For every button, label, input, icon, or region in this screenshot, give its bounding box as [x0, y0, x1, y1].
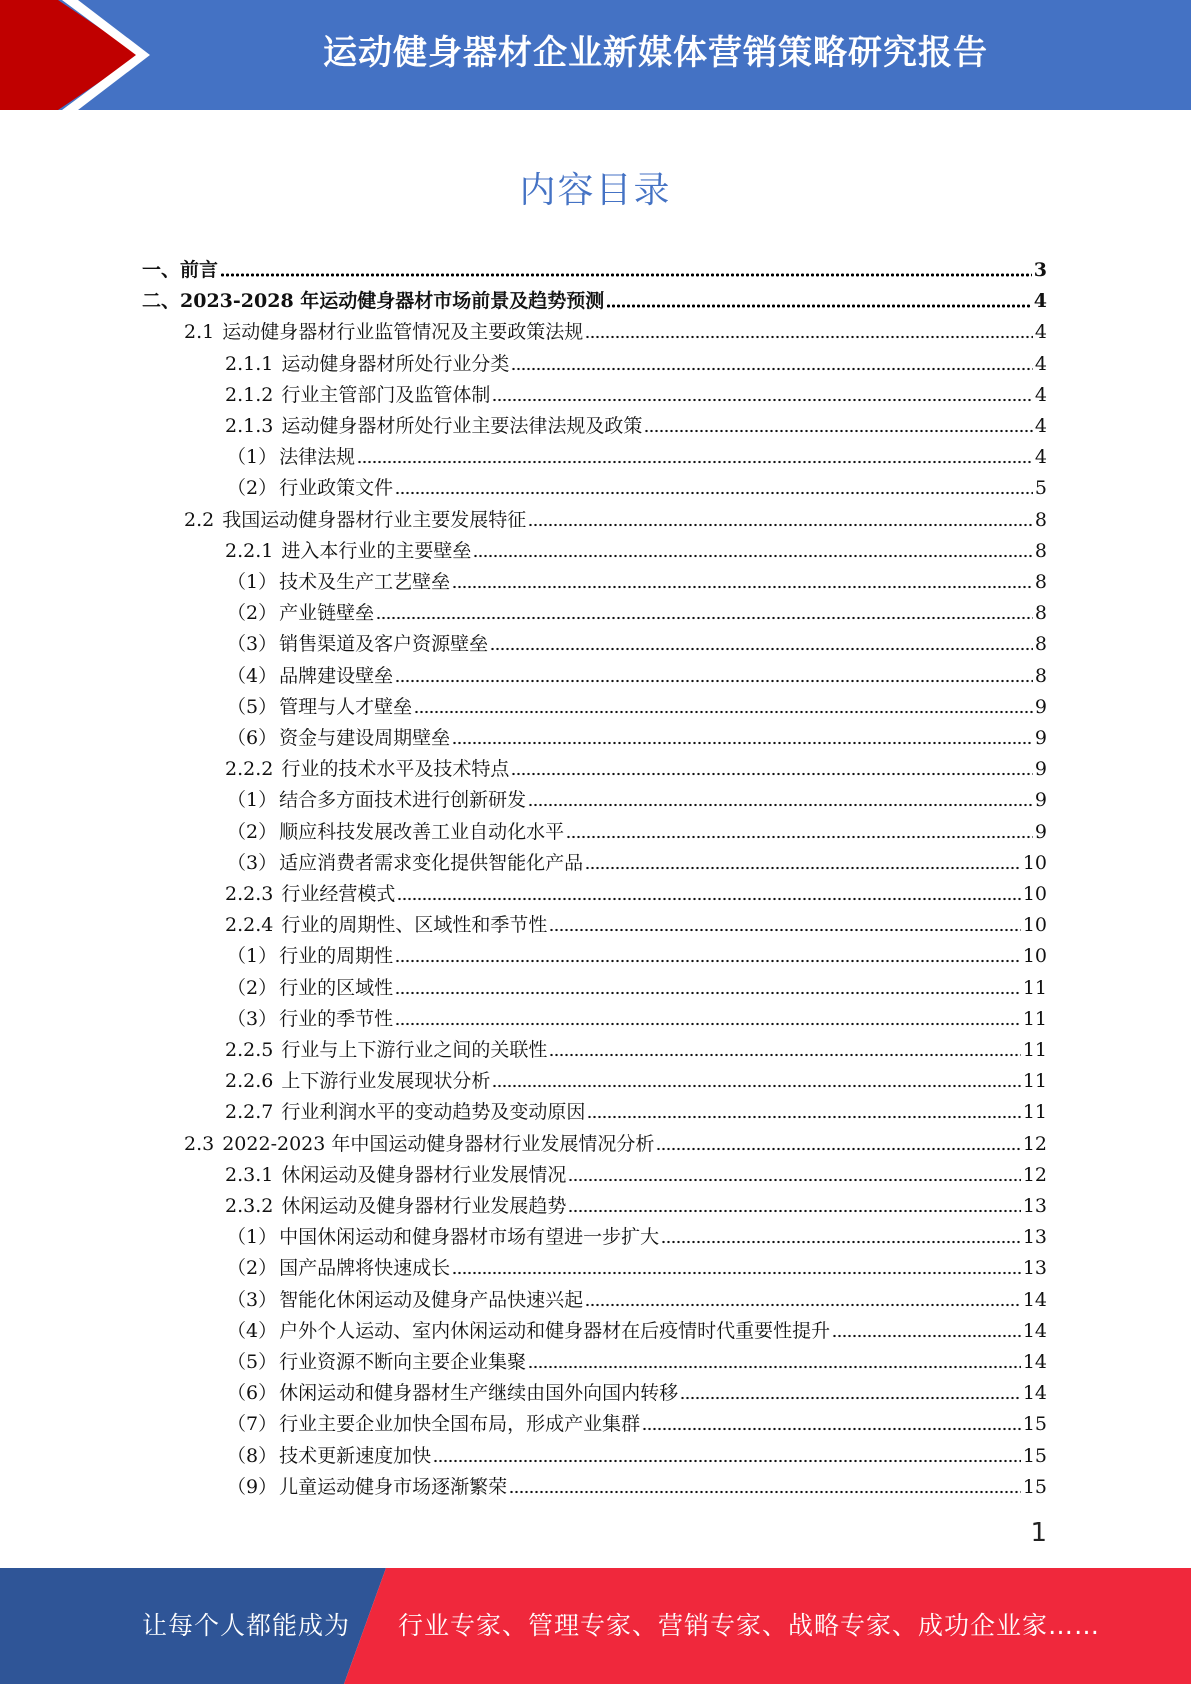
toc-entry-number: （5）: [227, 695, 278, 718]
toc-dot-leader: [452, 584, 1033, 590]
toc-entry[interactable]: [227, 1285, 1047, 1315]
toc-entry[interactable]: [227, 785, 1047, 815]
toc-entry-title: 行业资源不断向主要企业集聚: [279, 1351, 527, 1373]
toc-entry-number: （1）: [227, 945, 278, 968]
toc-dot-leader: [644, 428, 1033, 434]
toc-entry[interactable]: [225, 754, 1047, 784]
toc-entry-title: 中国休闲运动和健身器材市场有望进一步扩大: [279, 1226, 660, 1249]
toc-entry[interactable]: [225, 1097, 1047, 1127]
toc-entry-title: 销售渠道及客户资源壁垒: [279, 633, 489, 656]
toc-dot-leader: [376, 615, 1033, 621]
toc-entry-page: 10: [1022, 945, 1047, 968]
toc-dot-leader: [490, 646, 1033, 652]
toc-entry-number: 2.3.2: [225, 1195, 274, 1217]
toc-entry-title: 行业主管部门及监管体制: [281, 383, 491, 406]
toc-entry-number: 一、: [142, 259, 181, 281]
toc-entry[interactable]: [225, 349, 1047, 379]
toc-entry-page: 11: [1022, 1070, 1047, 1093]
toc-dot-leader: [414, 709, 1033, 715]
toc-entry-title: 法律法规: [279, 446, 356, 469]
toc-entry-page: 10: [1022, 883, 1047, 905]
toc-dot-leader: [395, 678, 1033, 684]
toc-entry-page: 4: [1034, 321, 1047, 344]
toc-entry-page: 12: [1022, 1163, 1047, 1186]
toc-entry-title: 技术及生产工艺壁垒: [279, 571, 451, 593]
toc-entry-page: 9: [1034, 820, 1047, 843]
toc-entry-page: 11: [1022, 1039, 1047, 1061]
toc-entry[interactable]: [225, 910, 1047, 940]
toc-entry-title: 上下游行业发展现状分析: [281, 1070, 491, 1093]
toc-entry[interactable]: [227, 1409, 1047, 1439]
toc-entry-page: 4: [1034, 446, 1047, 469]
toc-dot-leader: [549, 1052, 1020, 1058]
toc-entry-title: 行业的区域性: [279, 976, 394, 999]
toc-dot-leader: [585, 334, 1033, 340]
toc-dot-leader: [568, 1177, 1020, 1183]
toc-entry-title: 运动健身器材所处行业分类: [281, 352, 510, 375]
toc-dot-leader: [661, 1239, 1021, 1245]
toc-entry-page: 15: [1022, 1475, 1047, 1498]
toc-entry-page: 13: [1022, 1195, 1047, 1217]
toc-entry[interactable]: [225, 1035, 1047, 1065]
toc-entry-title: 行业经营模式: [281, 883, 396, 905]
toc-entry-number: （5）: [227, 1351, 278, 1373]
toc-entry-number: （3）: [227, 1007, 278, 1030]
toc-entry[interactable]: [227, 692, 1047, 722]
toc-entry[interactable]: [184, 1129, 1047, 1159]
toc-dot-leader: [528, 522, 1033, 528]
toc-entry-title: 儿童运动健身市场逐渐繁荣: [279, 1475, 508, 1498]
toc-entry-page: 14: [1022, 1351, 1047, 1373]
toc-entry-title: 资金与建设周期壁垒: [279, 727, 451, 749]
toc-entry-title: 2022-2023 年中国运动健身器材行业发展情况分析: [222, 1132, 655, 1155]
toc-dot-leader: [492, 1083, 1020, 1089]
toc-entry[interactable]: [227, 442, 1047, 472]
toc-entry[interactable]: [227, 973, 1047, 1003]
toc-dot-leader: [566, 834, 1033, 840]
toc-entry-number: （4）: [227, 664, 278, 687]
toc-entry[interactable]: [227, 1378, 1047, 1408]
toc-entry-title: 我国运动健身器材行业主要发展特征: [222, 508, 527, 531]
footer-slogan-left: 让每个人都能成为: [142, 1611, 351, 1640]
toc-entry-number: 2.2: [184, 508, 215, 531]
toc-dot-leader: [395, 990, 1021, 996]
toc-entry[interactable]: [227, 1316, 1047, 1346]
toc-entry-page: 15: [1022, 1444, 1047, 1467]
toc-entry-title: 行业主要企业加快全国布局，形成产业集群: [279, 1413, 641, 1436]
toc-entry-number: （2）: [227, 602, 278, 625]
toc-dot-leader: [832, 1333, 1021, 1339]
toc-entry-number: （6）: [227, 727, 278, 749]
toc-entry-page: 8: [1034, 664, 1047, 687]
toc-dot-leader: [528, 802, 1033, 808]
toc-entry[interactable]: [184, 317, 1047, 347]
toc-dot-leader: [511, 366, 1033, 372]
toc-entry-number: 2.3.1: [225, 1163, 274, 1186]
toc-entry-number: （3）: [227, 1288, 278, 1311]
toc-entry-number: （1）: [227, 1226, 278, 1249]
toc-entry-page: 8: [1034, 571, 1047, 593]
toc-entry-number: 2.2.7: [225, 1101, 274, 1124]
toc-dot-leader: [452, 1270, 1021, 1276]
toc-entry-page: 4: [1034, 352, 1047, 375]
toc-entry[interactable]: [227, 567, 1047, 597]
toc-entry-title: 智能化休闲运动及健身产品快速兴起: [279, 1288, 584, 1311]
toc-entry-number: （1）: [227, 446, 278, 469]
toc-entry-number: （1）: [227, 789, 278, 812]
toc-entry-page: 15: [1022, 1413, 1047, 1436]
toc-entry[interactable]: [227, 848, 1047, 878]
toc-dot-leader: [395, 958, 1021, 964]
toc-entry-title: 2023-2028 年运动健身器材市场前景及趋势预测: [180, 290, 605, 313]
toc-entry-number: （2）: [227, 820, 278, 843]
toc-entry-page: 8: [1034, 539, 1047, 562]
toc-entry-number: （6）: [227, 1382, 278, 1405]
toc-entry[interactable]: [227, 1441, 1047, 1471]
toc-entry-page: 10: [1022, 914, 1047, 937]
toc-entry-number: （8）: [227, 1444, 278, 1467]
toc-entry-title: 结合多方面技术进行创新研发: [279, 789, 527, 812]
toc-dot-leader: [568, 1208, 1020, 1214]
toc-entry[interactable]: [227, 629, 1047, 659]
toc-entry-title: 技术更新速度加快: [279, 1444, 432, 1467]
toc-entry-page: 11: [1022, 1007, 1047, 1030]
toc-dot-leader: [395, 490, 1033, 496]
toc-dot-leader: [528, 1364, 1021, 1370]
toc-entry-title: 顺应科技发展改善工业自动化水平: [279, 820, 565, 843]
toc-entry-number: 2.2.5: [225, 1039, 274, 1061]
toc-entry-page: 8: [1034, 633, 1047, 656]
toc-entry-number: 2.1.2: [225, 383, 274, 406]
toc-entry-page: 13: [1022, 1257, 1047, 1280]
toc-dot-leader: [357, 459, 1033, 465]
toc-dot-leader: [585, 865, 1021, 871]
toc-entry-page: 13: [1022, 1226, 1047, 1249]
toc-entry-number: 2.2.4: [225, 914, 274, 937]
toc-entry-number: 2.2.1: [225, 539, 274, 562]
toc-dot-leader: [492, 397, 1033, 403]
toc-entry-page: 9: [1034, 695, 1047, 718]
toc-entry-page: 9: [1034, 758, 1047, 781]
toc-entry-number: 二、: [142, 290, 181, 313]
header-banner: [0, 0, 1191, 110]
toc-entry-page: 8: [1034, 602, 1047, 625]
page-number: 1: [1030, 1518, 1047, 1548]
toc-dot-leader: [549, 927, 1020, 933]
toc-entry[interactable]: [142, 286, 1047, 316]
toc-entry-title: 运动健身器材行业监管情况及主要政策法规: [222, 321, 584, 344]
toc-entry-page: 9: [1034, 789, 1047, 812]
toc-entry-page: 3: [1033, 259, 1047, 281]
footer-banner: [0, 1568, 1191, 1684]
toc-entry[interactable]: [227, 817, 1047, 847]
toc-entry[interactable]: [227, 1004, 1047, 1034]
toc-dot-leader: [220, 272, 1032, 278]
toc-entry[interactable]: [227, 661, 1047, 691]
toc-entry-number: 2.2.3: [225, 883, 274, 905]
toc-entry-page: 5: [1034, 477, 1047, 500]
toc-entry-number: （3）: [227, 633, 278, 656]
toc-dot-leader: [642, 1426, 1021, 1432]
toc-entry[interactable]: [227, 723, 1047, 753]
toc-entry[interactable]: [227, 1253, 1047, 1283]
toc-entry[interactable]: [225, 536, 1047, 566]
toc-dot-leader: [680, 1395, 1021, 1401]
toc-entry-number: 2.1.1: [225, 352, 274, 375]
toc-entry[interactable]: [227, 1472, 1047, 1502]
toc-entry[interactable]: [184, 505, 1047, 535]
toc-entry-title: 前言: [180, 259, 219, 281]
toc-entry-title: 国产品牌将快速成长: [279, 1257, 451, 1280]
toc-entry-title: 管理与人才壁垒: [279, 695, 413, 718]
toc-dot-leader: [606, 303, 1031, 309]
toc-dot-leader: [585, 1302, 1021, 1308]
toc-entry-page: 11: [1022, 1101, 1047, 1124]
toc-entry-title: 运动健身器材所处行业主要法律法规及政策: [281, 415, 643, 437]
toc-entry-number: 2.1.3: [225, 415, 274, 437]
toc-dot-leader: [511, 771, 1033, 777]
toc-entry-title: 行业的技术水平及技术特点: [281, 758, 510, 781]
toc-entry-number: 2.2.2: [225, 758, 274, 781]
toc-entry-title: 适应消费者需求变化提供智能化产品: [279, 851, 584, 874]
toc-entry-title: 行业的周期性: [279, 945, 394, 968]
toc-dot-leader: [473, 553, 1033, 559]
toc-dot-leader: [587, 1114, 1020, 1120]
toc-entry-page: 11: [1022, 976, 1047, 999]
toc-entry[interactable]: [225, 1160, 1047, 1190]
toc-entry-title: 产业链壁垒: [279, 602, 375, 625]
toc-entry-title: 行业利润水平的变动趋势及变动原因: [281, 1101, 586, 1124]
toc-entry-page: 14: [1022, 1288, 1047, 1311]
toc-dot-leader: [656, 1146, 1020, 1152]
toc-dot-leader: [452, 740, 1033, 746]
footer-slogan-right: 行业专家、管理专家、营销专家、战略专家、成功企业家……: [398, 1611, 1101, 1640]
toc-entry-number: （1）: [227, 571, 278, 593]
toc-entry-number: （2）: [227, 477, 278, 500]
toc-entry-number: 2.3: [184, 1132, 215, 1155]
toc-dot-leader: [433, 1458, 1021, 1464]
toc-entry[interactable]: [227, 941, 1047, 971]
toc-entry-number: （2）: [227, 1257, 278, 1280]
toc-entry-page: 4: [1034, 415, 1047, 437]
toc-entry-title: 行业的季节性: [279, 1007, 394, 1030]
toc-entry[interactable]: [225, 879, 1047, 909]
toc-entry-page: 14: [1022, 1382, 1047, 1405]
toc-entry-number: （9）: [227, 1475, 278, 1498]
toc-entry-page: 9: [1034, 727, 1047, 749]
toc-entry-title: 行业政策文件: [279, 477, 394, 500]
toc-entry-title: 进入本行业的主要壁垒: [281, 539, 472, 562]
toc-entry-page: 12: [1022, 1132, 1047, 1155]
toc-entry[interactable]: [227, 1347, 1047, 1377]
toc-entry-number: （4）: [227, 1319, 278, 1342]
toc-entry-number: （3）: [227, 851, 278, 874]
toc-entry-title: 休闲运动和健身器材生产继续由国外向国内转移: [279, 1382, 679, 1405]
toc-entry[interactable]: [225, 1191, 1047, 1221]
toc-entry[interactable]: [225, 380, 1047, 410]
toc-entry-number: 2.2.6: [225, 1070, 274, 1093]
toc-dot-leader: [509, 1489, 1021, 1495]
toc-entry-title: 户外个人运动、室内休闲运动和健身器材在后疫情时代重要性提升: [279, 1319, 831, 1342]
toc-entry[interactable]: [227, 598, 1047, 628]
toc-entry-title: 休闲运动及健身器材行业发展趋势: [281, 1195, 567, 1217]
toc-entry-page: 10: [1022, 851, 1047, 874]
toc-dot-leader: [395, 1021, 1021, 1027]
toc-entry-title: 品牌建设壁垒: [279, 664, 394, 687]
toc-entry-title: 行业与上下游行业之间的关联性: [281, 1039, 548, 1061]
toc-entry-page: 14: [1022, 1319, 1047, 1342]
toc-entry-page: 4: [1034, 383, 1047, 406]
toc-entry-title: 休闲运动及健身器材行业发展情况: [281, 1163, 567, 1186]
toc-entry[interactable]: [225, 411, 1047, 441]
toc-entry-number: 2.1: [184, 321, 215, 344]
toc-heading: 内容目录: [519, 170, 672, 211]
toc-entry-number: （2）: [227, 976, 278, 999]
toc-entry[interactable]: [227, 1222, 1047, 1252]
toc-entry[interactable]: [227, 473, 1047, 503]
toc-dot-leader: [397, 896, 1020, 902]
toc-entry-page: 8: [1034, 508, 1047, 531]
toc-entry-page: 4: [1033, 290, 1047, 313]
report-title: 运动健身器材企业新媒体营销策略研究报告: [323, 33, 988, 73]
toc-entry-number: （7）: [227, 1413, 278, 1436]
toc-entry-title: 行业的周期性、区域性和季节性: [281, 914, 548, 937]
toc-entry[interactable]: [142, 255, 1047, 285]
toc-entry[interactable]: [225, 1066, 1047, 1096]
